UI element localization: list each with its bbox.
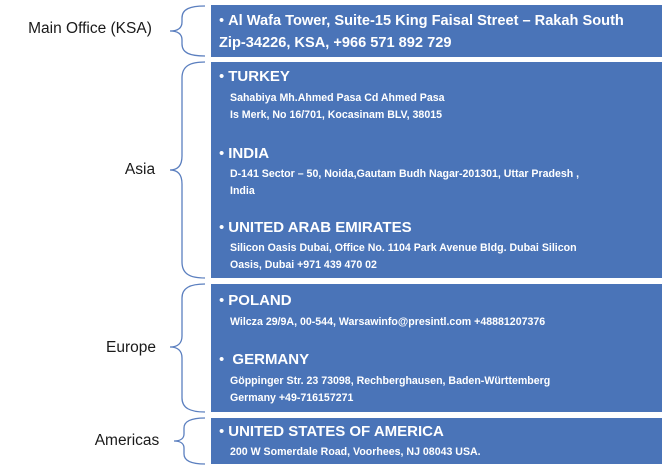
- office-box-americas: [211, 418, 662, 464]
- address-india: D-141 Sector – 50, Noida,Gautam Budh Nagar-201301, Uttar Pradesh , India: [230, 168, 580, 197]
- country-name: UNITED ARAB EMIRATES: [228, 219, 412, 236]
- address-poland: Wilcza 29/9A, 00-544, Warsawinfo@presintl.com +48881207376: [230, 316, 546, 328]
- bullet: •: [219, 351, 225, 368]
- bullet: •: [219, 68, 225, 85]
- brace-europe: [170, 284, 205, 412]
- region-label-europe: Europe: [106, 339, 156, 356]
- region-label-asia: Asia: [124, 161, 156, 178]
- country-uae: [219, 219, 412, 236]
- address-usa: 200 W Somerdale Road, Voorhees, NJ 08043 USA.: [230, 446, 481, 458]
- main-office-address-text: Al Wafa Tower, Suite-15 King Faisal Street – Rakah South Zip-34226, KSA, +966 571 892 729: [219, 13, 624, 51]
- address-uae: Silicon Oasis Dubai, Office No. 1104 Park Avenue Bldg. Dubai Silicon Oasis, Dubai +971 439 470 02: [230, 242, 577, 271]
- country-india: [219, 145, 269, 162]
- brace-americas: [174, 418, 205, 464]
- country-name: GERMANY: [228, 351, 310, 368]
- country-name: UNITED STATES OF AMERICA: [228, 423, 444, 440]
- bullet: •: [219, 13, 225, 29]
- country-name: INDIA: [228, 145, 270, 162]
- country-name: POLAND: [228, 292, 292, 309]
- bullet: •: [219, 145, 225, 162]
- brace-asia: [170, 62, 205, 278]
- office-box-asia: [211, 62, 662, 278]
- brace-main-office: [170, 6, 205, 56]
- bullet: •: [219, 423, 225, 440]
- address-germany: Göppinger Str. 23 73098, Rechberghausen, Baden-Württemberg Germany +49-716157271: [230, 375, 551, 404]
- region-label-americas: Americas: [94, 432, 160, 449]
- country-name: TURKEY: [228, 68, 290, 85]
- country-poland: [219, 292, 292, 309]
- office-box-europe: [211, 284, 662, 412]
- country-usa: [219, 423, 444, 440]
- country-turkey: [219, 68, 290, 85]
- bullet: •: [219, 292, 225, 309]
- region-label-main-office: Main Office (KSA): [28, 20, 152, 37]
- address-turkey: Sahabiya Mh.Ahmed Pasa Cd Ahmed Pasa Is Merk, No 16/701, Kocasinam BLV, 38015: [230, 92, 445, 121]
- office-box-main-office: [211, 5, 662, 57]
- country-germany: [219, 351, 309, 368]
- bullet: •: [219, 219, 225, 236]
- main-office-address: [219, 10, 658, 54]
